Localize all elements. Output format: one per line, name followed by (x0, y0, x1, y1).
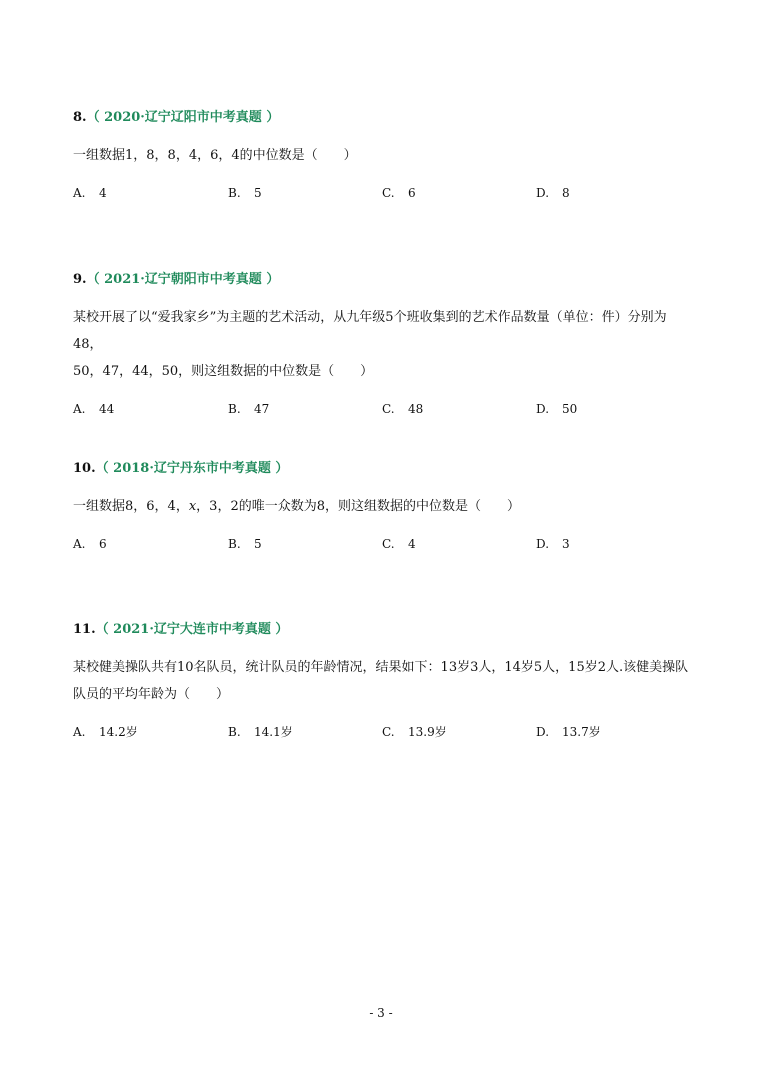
option-text: 6 (99, 537, 107, 551)
option-text: 6 (408, 186, 416, 200)
question-header (73, 270, 693, 290)
option-text: 4 (408, 537, 416, 551)
option-letter: B. (228, 537, 241, 551)
answer-options (73, 534, 693, 554)
option-d[interactable] (536, 183, 570, 203)
option-a[interactable] (73, 722, 138, 742)
stem-line: 一组数据1，8，8，4，6，4的中位数是（ ） (73, 148, 357, 163)
option-text: 8 (562, 186, 570, 200)
stem-text: 一组数据8，6，4， (73, 499, 189, 514)
answer-options (73, 183, 693, 203)
answer-options (73, 722, 693, 742)
option-b[interactable] (228, 534, 262, 554)
option-letter: A. (73, 537, 86, 551)
option-text: 14.1岁 (254, 725, 293, 739)
question-number: 8. (73, 110, 87, 125)
option-text: 50 (562, 402, 578, 416)
option-letter: C. (382, 725, 395, 739)
question-8 (73, 108, 693, 203)
stem-line (73, 493, 693, 520)
option-letter: C. (382, 402, 395, 416)
question-stem (73, 304, 693, 385)
option-text: 5 (254, 186, 262, 200)
option-letter: B. (228, 725, 241, 739)
question-11 (73, 620, 693, 742)
question-number: 10. (73, 461, 96, 476)
option-letter: B. (228, 402, 241, 416)
option-letter: A. (73, 186, 86, 200)
option-b[interactable] (228, 183, 262, 203)
question-header (73, 459, 693, 479)
question-source: （ 2018·辽宁丹东市中考真题 ） (95, 461, 289, 476)
option-letter: A. (73, 725, 86, 739)
option-letter: B. (228, 186, 241, 200)
option-text: 13.9岁 (408, 725, 447, 739)
option-a[interactable] (73, 183, 107, 203)
stem-text: ，3，2的唯一众数为8，则这组数据的中位数是（ ） (196, 499, 520, 514)
option-letter: C. (382, 186, 395, 200)
question-stem (73, 493, 693, 520)
stem-line: 某校开展了以“爱我家乡”为主题的艺术活动，从九年级5个班收集到的艺术作品数量（单位：件）分别为48， (73, 310, 667, 352)
stem-line: 50，47，44，50，则这组数据的中位数是（ ） (73, 364, 374, 379)
answer-options (73, 399, 693, 419)
question-number: 9. (73, 272, 87, 287)
option-text: 47 (254, 402, 270, 416)
option-letter: C. (382, 537, 395, 551)
page-number: - 3 - (369, 1006, 393, 1020)
question-9 (73, 270, 693, 419)
option-text: 48 (408, 402, 424, 416)
question-header (73, 620, 693, 640)
question-source: （ 2020·辽宁辽阳市中考真题 ） (86, 110, 280, 125)
option-letter: D. (536, 402, 550, 416)
option-text: 44 (99, 402, 115, 416)
option-text: 4 (99, 186, 107, 200)
option-text: 3 (562, 537, 570, 551)
option-letter: A. (73, 402, 86, 416)
stem-line: 队员的平均年龄为（ ） (73, 687, 230, 702)
option-d[interactable] (536, 722, 601, 742)
option-d[interactable] (536, 399, 577, 419)
question-source: （ 2021·辽宁大连市中考真题 ） (95, 622, 289, 637)
option-b[interactable] (228, 722, 293, 742)
question-source: （ 2021·辽宁朝阳市中考真题 ） (86, 272, 280, 287)
option-b[interactable] (228, 399, 269, 419)
option-c[interactable] (382, 534, 416, 554)
question-stem (73, 142, 693, 169)
option-letter: D. (536, 186, 550, 200)
option-letter: D. (536, 725, 550, 739)
option-text: 5 (254, 537, 262, 551)
option-letter: D. (536, 537, 550, 551)
option-a[interactable] (73, 534, 107, 554)
question-10 (73, 459, 693, 554)
option-c[interactable] (382, 183, 416, 203)
stem-variable: x (188, 499, 197, 514)
question-header (73, 108, 693, 128)
stem-line: 某校健美操队共有10名队员，统计队员的年龄情况，结果如下：13岁3人，14岁5人，15岁2人.该健美操队 (73, 660, 689, 675)
option-a[interactable] (73, 399, 114, 419)
option-c[interactable] (382, 722, 447, 742)
option-c[interactable] (382, 399, 423, 419)
option-d[interactable] (536, 534, 570, 554)
question-stem (73, 654, 693, 708)
option-text: 14.2岁 (99, 725, 138, 739)
question-number: 11. (73, 622, 96, 637)
option-text: 13.7岁 (562, 725, 601, 739)
